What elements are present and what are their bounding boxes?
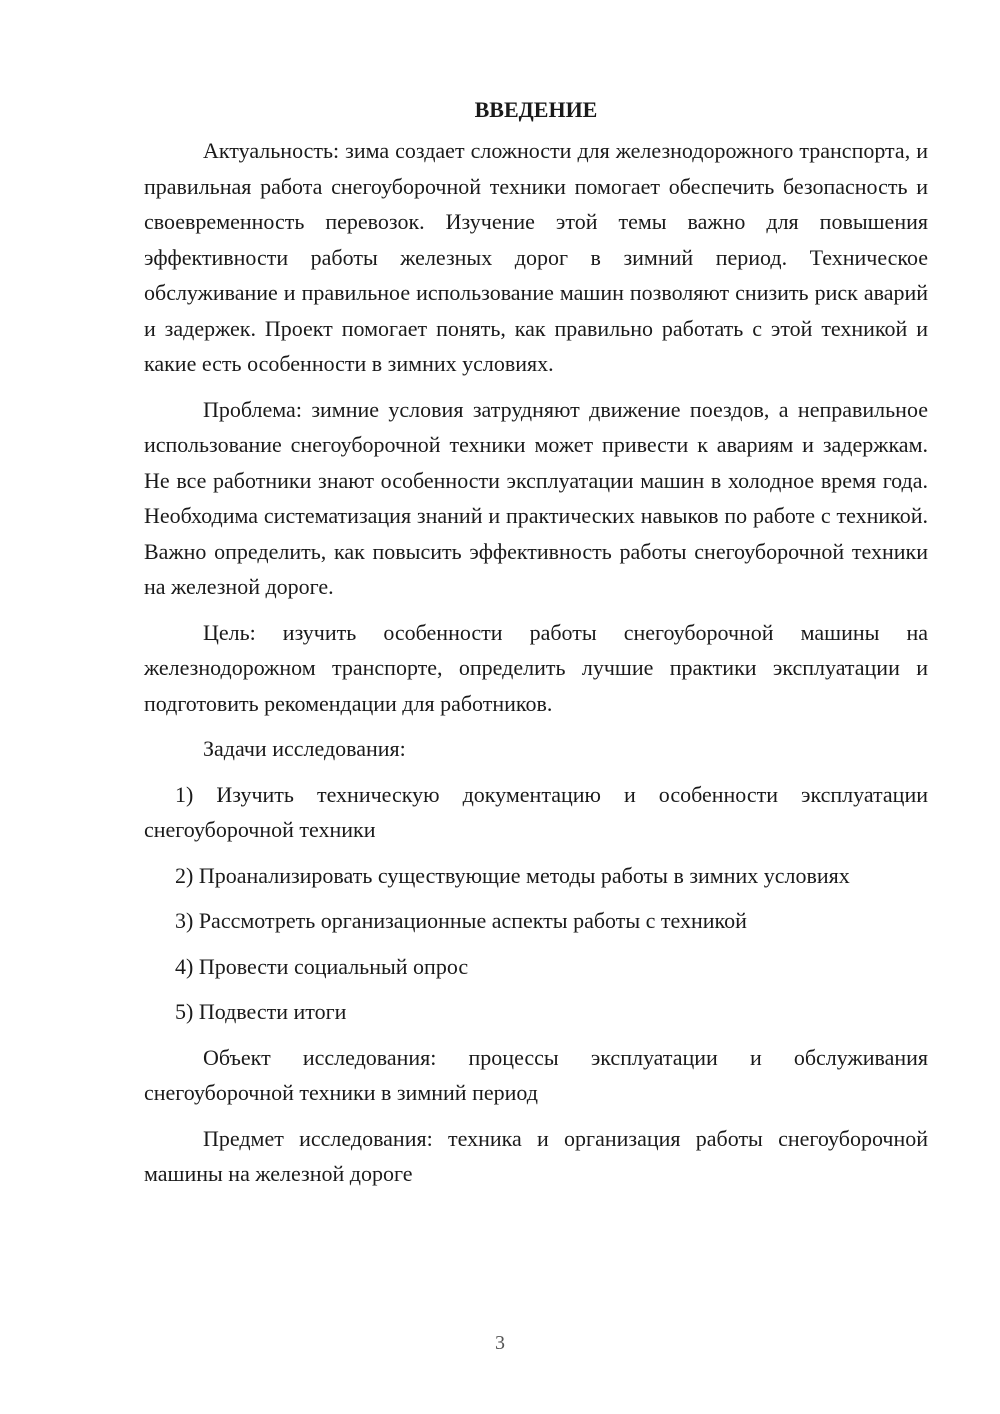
document-page bbox=[144, 92, 928, 1202]
task-item-3: 3) Рассмотреть организационные аспекты работы с техникой bbox=[175, 908, 747, 933]
problem-paragraph: Проблема: зимние условия затрудняют движение поездов, а неправильное использование снегоуборочной техники может привести к авариям и задержкам. Не все работники знают особенности эксплуатации машин в холодное время года. Необходима систематизация знаний и практических навыков по работе с техникой. Важно определить, как повысить эффективность работы снегоуборочной техники на железной дороге. bbox=[144, 396, 928, 599]
task-item-2: 2) Проанализировать существующие методы работы в зимних условиях bbox=[175, 862, 850, 888]
page-title: ВВЕДЕНИЕ bbox=[474, 97, 598, 122]
relevance-paragraph: Актуальность: зима создает сложности для железнодорожного транспорта, и правильная работа снегоуборочной техники помогает обеспечить безопасность и своевременность перевозок. Изучение этой темы важно для повышения эффективности работы железных дорог в зимний период. Техническое обслуживание и правильное использование машин позволяют снизить риск аварий и задержек. Проект помогает понять, как правильно работать с этой техникой и какие есть особенности в зимних условиях. bbox=[144, 138, 928, 376]
tasks-heading: Задачи исследования: bbox=[203, 736, 406, 761]
page-number: 3 bbox=[495, 1332, 505, 1354]
task-item-4: 4) Провести социальный опрос bbox=[175, 953, 469, 979]
goal-paragraph: Цель: изучить особенности работы снегоуборочной машины на железнодорожном транспорте, определить лучшие практики эксплуатации и подготовить рекомендации для работников. bbox=[144, 619, 928, 716]
task-item-5: 5) Подвести итоги bbox=[175, 999, 347, 1024]
subject-paragraph: Предмет исследования: техника и организация работы снегоуборочной машины на железной дороге bbox=[144, 1125, 928, 1186]
object-paragraph: Объект исследования: процессы эксплуатации и обслуживания снегоуборочной техники в зимний период bbox=[144, 1044, 928, 1105]
task-item-1: 1) Изучить техническую документацию и особенности эксплуатации снегоуборочной техники bbox=[144, 781, 928, 842]
